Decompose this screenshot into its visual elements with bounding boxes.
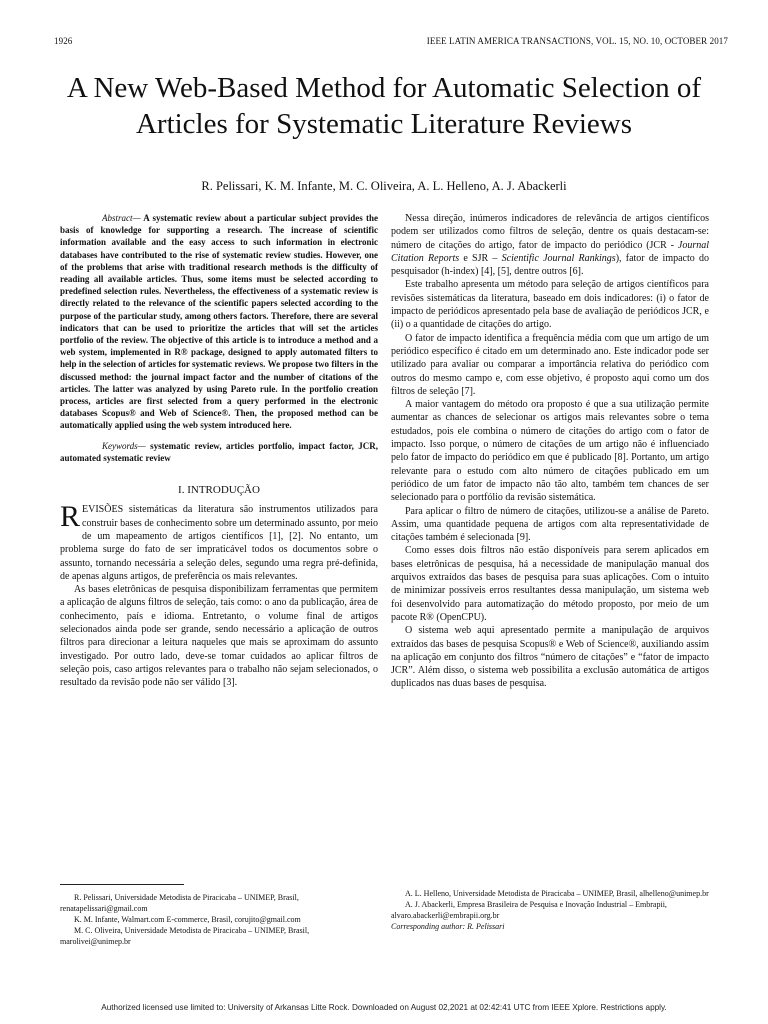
- footnote-author-1: R. Pelissari, Universidade Metodista de Piracicaba – UNIMEP, Brasil, renatapelissari@gmail.com: [60, 893, 299, 913]
- page-number: 1926: [54, 36, 73, 46]
- right-paragraph-7: O sistema web aqui apresentado permite a manipulação de arquivos extraídos das bases de pesquisa Scopus® e Web of Science®, auxiliando assim na aplicação em conjunto dos filtros “número de citações” e “fator de impacto JCR”. Além disso, o sistema web possibilita a exclusão automática de artigos duplicados nas duas bases de pesquisa.: [391, 625, 709, 690]
- p1-text-a: Nessa direção, inúmeros indicadores de relevância de artigos científicos podem ser utilizados como filtros de seleção, dentre os quais destacam-se: número de citações do artigo, fator de impacto do periódico (JCR -: [391, 213, 709, 251]
- footnote-author-4: A. L. Helleno, Universidade Metodista de Piracicaba – UNIMEP, Brasil, alhelleno@unimep.br: [405, 889, 709, 898]
- right-paragraph-1: [391, 212, 709, 278]
- intro-p1-text: sistemáticas da literatura são instrumentos utilizados para construir bases de conhecimento sobre um determinado assunto, por meio de um mapeamento de artigos científicos [1], [2]. No entanto, um problema surge do fato de ser impraticável todos os documentos sobre o assunto, tornando necessária a seleção deles, segundo uma regra pré-definida, de apenas alguns artigos, de preferência os mais relevantes.: [60, 504, 378, 582]
- corresponding-author: Corresponding author: R. Pelissari: [391, 922, 505, 931]
- intro-paragraph-1: [60, 500, 378, 583]
- right-paragraph-5: Para aplicar o filtro de número de citações, utilizou-se a análise de Pareto. Assim, uma quantidade pequena de artigos com alta representatividade de citações também é selecionada [9].: [391, 505, 709, 544]
- footnotes-left: [60, 892, 378, 947]
- intro-paragraph-2: As bases eletrônicas de pesquisa disponibilizam ferramentas que permitem a aplicação de alguns filtros de seleção, tais como: o ano da publicação, área de conhecimento, país e idioma. Entretanto, o volume final de artigos selecionados ainda pode ser grande, sendo necessário a aplicação de outros filtros para direcionar a leitura naqueles que mais se aproximam do assunto investigado. Por outro lado, deve-se tomar cuidados ao aplicar filtros de seleção pois, caso artigos relevantes para o trabalho não sejam selecionados, o resultado da revisão pode não ser válido [3].: [60, 584, 378, 689]
- keywords: [60, 440, 378, 464]
- p1-text-c: ), fator de impacto do pesquisador (h-index) [4], [5], dentre outros [6].: [391, 252, 709, 278]
- right-paragraph-4: A maior vantagem do método ora proposto é que a sua utilização permite aumentar as chances de selecionar os artigos mais relevantes sobre o tema estudados, pois ele combina o número de citações do artigo com o fator de impacto. Isso porque, o número de citações de um artigo não é influenciado pelo fator de impacto do periódico em que é publicado [8]. Portanto, um artigo relevante para o estudo com alto número de citações publicado em um periódico de um fator de impacto não tão alto, também tem chances de ser selecionado para o portfólio da revisão sistemática.: [391, 399, 709, 504]
- section-heading-introduction: I. INTRODUÇÃO: [178, 484, 260, 497]
- right-column: [391, 212, 709, 691]
- right-paragraph-2: Este trabalho apresenta um método para seleção de artigos científicos para revisões sistemáticas da literatura, baseado em dois indicadores: (i) o fator de impacto de periódicos apresentado pela base de avaliação de periódicos JCR, e (ii) o a quantidade de citações do artigo.: [391, 279, 709, 331]
- abstract-text: A systematic review about a particular subject provides the basis of knowledge for supporting a research. The increase of scientific information available and the easy access to such information in electronic databases have contributed to the rise of systematic review studies. However, one of the problems that arise with traditional research methods is the difficulty of reading all available articles. Thus, some items must be selected according to predefined selection rules. Nevertheless, the effectiveness of a systematic review is directly related to the relevance of the scientific papers selected according to the purpose of the particular study, among others factors. Therefore, there are several indicators that can be used to prioritize the articles that will set the articles portfolio of the review. The objective of this article is to introduce a method and a web system, implemented in R® package, designed to apply automated filters to help in the selection of articles for systematic reviews. We propose two filters in the discussed method: the journal impact factor and the number of citations of the articles. The latter was analyzed by using Pareto rule. In the portfolio creation process, articles are first selected from a query performed in the electronic databases Scopus® and Web of Science®. Then, the proposed method can be automatically applied using the web system introduced here.: [60, 213, 378, 431]
- footnote-author-5: A. J. Abackerli, Empresa Brasileira de Pesquisa e Inovação Industrial – Embrapii, alvaro.abackerli@embrapii.org.br: [391, 900, 667, 920]
- p1-text-b: e SJR –: [459, 252, 502, 264]
- footnotes-right: [391, 888, 709, 932]
- journal-header: IEEE LATIN AMERICA TRANSACTIONS, VOL. 15, NO. 10, OCTOBER 2017: [426, 36, 728, 46]
- sjr-italic: Scientific Journal Rankings: [501, 252, 616, 264]
- keywords-label: Keywords—: [102, 440, 146, 451]
- keywords-text: systematic review, articles portfolio, impact factor, JCR, automated systematic review: [60, 440, 378, 463]
- left-column: [60, 212, 378, 690]
- right-paragraph-3: O fator de impacto identifica a frequência média com que um artigo de um periódico específico é citado em um determinado ano. Este indicador pode ser utilizado para avaliar ou comparar a importância relativa do periódico com outros do mesmo campo e, com esse objetivo, é proposto aqui como um dos filtros de seleção [7].: [391, 332, 709, 397]
- intro-first-word: EVISÕES: [82, 504, 124, 516]
- paper-title: A New Web-Based Method for Automatic Selection of Articles for Systematic Literature Reviews: [66, 72, 702, 140]
- footnote-author-3: M. C. Oliveira, Universidade Metodista de Piracicaba – UNIMEP, Brasil, maroliveі@unimep.br: [60, 926, 310, 946]
- footnote-divider: [60, 884, 184, 885]
- abstract: [60, 212, 378, 432]
- jcr-italic: Journal Citation Reports: [391, 239, 709, 264]
- right-paragraph-6: Como esses dois filtros não estão disponíveis para serem aplicados em bases eletrônicas de pesquisa, há a necessidade de manipulação manual dos arquivos extraídos das bases de pesquisa para suas aplicações. Com o intuito de minimizar possíveis erros resultantes dessa manipulação, um sistema web foi desenvolvido para automatização do método proposto, por meio de um pacote R® (OpenCPU).: [391, 545, 709, 623]
- drop-cap: R: [60, 500, 81, 534]
- footnote-author-2: K. M. Infante, Walmart.com E-commerce, Brasil, corujito@gmail.com: [74, 915, 301, 924]
- abstract-label: Abstract—: [102, 213, 141, 223]
- license-footer: Authorized licensed use limited to: University of Arkansas Litte Rock. Downloaded on August 02,2021 at 02:42:41 UTC from IEEE Xplore. Restrictions apply.: [101, 1003, 667, 1012]
- author-list: R. Pelissari, K. M. Infante, M. C. Oliveira, A. L. Helleno, A. J. Abackerli: [201, 179, 567, 193]
